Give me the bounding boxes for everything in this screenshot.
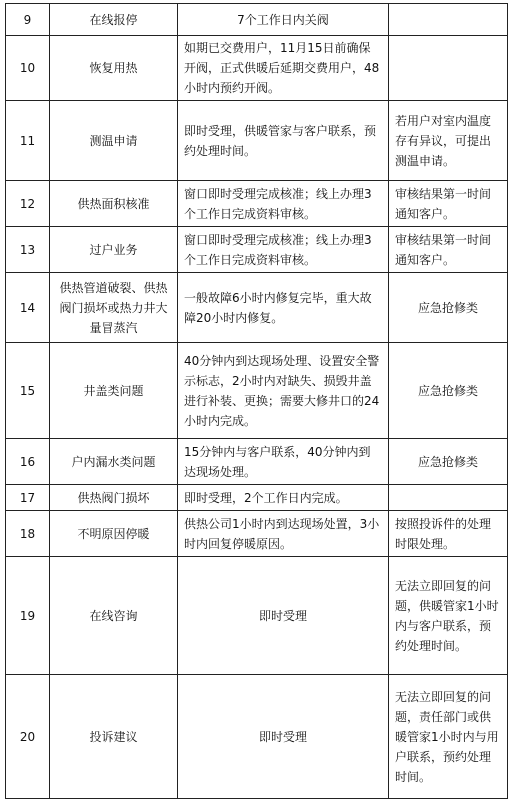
row-number-cell: 12 xyxy=(6,181,50,227)
remark-cell xyxy=(389,485,508,511)
row-number-cell: 16 xyxy=(6,439,50,485)
table-row xyxy=(6,273,508,343)
table-row xyxy=(6,181,508,227)
service-item-cell: 户内漏水类问题 xyxy=(50,439,178,485)
service-commitment-table xyxy=(5,3,508,799)
service-item-cell: 供热面积核准 xyxy=(50,181,178,227)
table-row xyxy=(6,227,508,273)
table-row xyxy=(6,4,508,36)
time-limit-cell: 供热公司1小时内到达现场处置，3小时内回复停暖原因。 xyxy=(178,511,389,557)
time-limit-cell: 窗口即时受理完成核准；线上办理3个工作日完成资料审核。 xyxy=(178,227,389,273)
time-limit-cell: 即时受理，2个工作日内完成。 xyxy=(178,485,389,511)
service-item-cell: 井盖类问题 xyxy=(50,343,178,439)
table-row xyxy=(6,36,508,101)
table-row xyxy=(6,343,508,439)
time-limit-cell: 40分钟内到达现场处理、设置安全警示标志，2小时内对缺失、损毁井盖进行补装、更换；需要大修井口的24小时内完成。 xyxy=(178,343,389,439)
row-number-cell: 11 xyxy=(6,101,50,181)
remark-cell: 审核结果第一时间通知客户。 xyxy=(389,227,508,273)
service-item-cell: 在线咨询 xyxy=(50,557,178,675)
remark-cell: 若用户对室内温度存有异议，可提出测温申请。 xyxy=(389,101,508,181)
time-limit-cell: 一般故障6小时内修复完毕，重大故障20小时内修复。 xyxy=(178,273,389,343)
remark-cell: 无法立即回复的问题，责任部门或供暖管家1小时内与用户联系，预约处理时间。 xyxy=(389,675,508,799)
time-limit-cell: 即时受理，供暖管家与客户联系，预约处理时间。 xyxy=(178,101,389,181)
service-item-cell: 供热阀门损坏 xyxy=(50,485,178,511)
service-item-cell: 投诉建议 xyxy=(50,675,178,799)
service-item-cell: 在线报停 xyxy=(50,4,178,36)
remark-cell xyxy=(389,4,508,36)
table-row xyxy=(6,101,508,181)
row-number-cell: 9 xyxy=(6,4,50,36)
row-number-cell: 15 xyxy=(6,343,50,439)
time-limit-cell: 15分钟内与客户联系，40分钟内到达现场处理。 xyxy=(178,439,389,485)
time-limit-cell: 即时受理 xyxy=(178,675,389,799)
service-table-container xyxy=(5,3,507,799)
row-number-cell: 20 xyxy=(6,675,50,799)
table-row xyxy=(6,557,508,675)
remark-cell: 应急抢修类 xyxy=(389,439,508,485)
remark-cell: 无法立即回复的问题，供暖管家1小时内与客户联系，预约处理时间。 xyxy=(389,557,508,675)
row-number-cell: 17 xyxy=(6,485,50,511)
service-item-cell: 恢复用热 xyxy=(50,36,178,101)
service-item-cell: 供热管道破裂、供热阀门损坏或热力井大量冒蒸汽 xyxy=(50,273,178,343)
remark-cell: 审核结果第一时间通知客户。 xyxy=(389,181,508,227)
table-row xyxy=(6,439,508,485)
service-item-cell: 过户业务 xyxy=(50,227,178,273)
remark-cell xyxy=(389,36,508,101)
table-row xyxy=(6,675,508,799)
row-number-cell: 13 xyxy=(6,227,50,273)
service-item-cell: 测温申请 xyxy=(50,101,178,181)
row-number-cell: 14 xyxy=(6,273,50,343)
table-body xyxy=(6,4,508,799)
row-number-cell: 18 xyxy=(6,511,50,557)
remark-cell: 应急抢修类 xyxy=(389,343,508,439)
time-limit-cell: 7个工作日内关阀 xyxy=(178,4,389,36)
service-item-cell: 不明原因停暖 xyxy=(50,511,178,557)
remark-cell: 应急抢修类 xyxy=(389,273,508,343)
row-number-cell: 10 xyxy=(6,36,50,101)
table-row xyxy=(6,485,508,511)
time-limit-cell: 如期已交费用户，11月15日前确保开阀，正式供暖后延期交费用户，48小时内预约开阀。 xyxy=(178,36,389,101)
time-limit-cell: 即时受理 xyxy=(178,557,389,675)
row-number-cell: 19 xyxy=(6,557,50,675)
time-limit-cell: 窗口即时受理完成核准；线上办理3个工作日完成资料审核。 xyxy=(178,181,389,227)
remark-cell: 按照投诉件的处理时限处理。 xyxy=(389,511,508,557)
table-row xyxy=(6,511,508,557)
